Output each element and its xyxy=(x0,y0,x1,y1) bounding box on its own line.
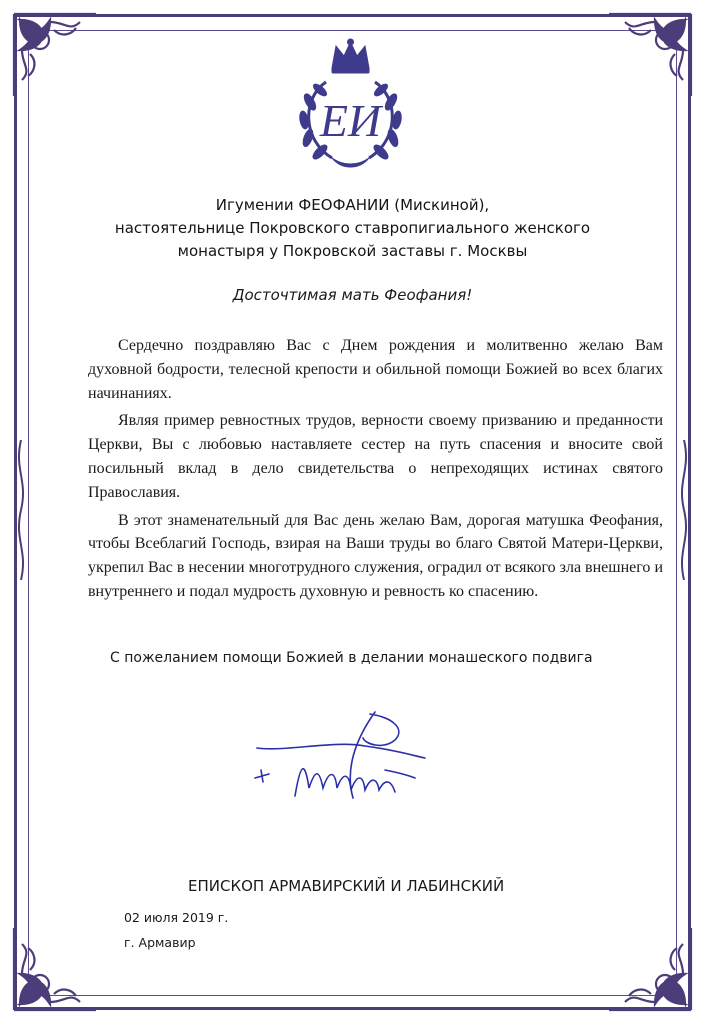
crowned-monogram-emblem-icon xyxy=(288,36,413,176)
letter-date: 02 июля 2019 г. xyxy=(124,910,229,925)
addressee-block xyxy=(60,194,645,263)
corner-ornament-icon xyxy=(10,924,100,1014)
signer-title: ЕПИСКОП АРМАВИРСКИЙ И ЛАБИНСКИЙ xyxy=(188,877,505,895)
side-ornament-icon xyxy=(14,440,28,580)
side-ornament-icon xyxy=(677,440,691,580)
handwritten-signature-icon xyxy=(245,700,435,810)
addressee-line-2: настоятельнице Покровского ставропигиального женского xyxy=(114,219,591,237)
corner-ornament-icon xyxy=(605,924,695,1014)
greeting: Досточтимая мать Феофания! xyxy=(232,286,473,304)
addressee-line-1: Игумении ФЕОФАНИИ (Мискиной), xyxy=(215,196,490,214)
addressee-line-3: монастыря у Покровской заставы г. Москвы xyxy=(177,242,528,260)
paragraph: В этот знаменательный для Вас день желаю Вам, дорогая матушка Феофания, чтобы Всеблагий Господь, взирая на Ваши труды во благо Святой Матери-Церкви, укрепил Вас в несении многотрудного служения, оградил от всякого зла внешнего и внутреннего и подал мудрость духовную и ревность ко спасению. xyxy=(88,511,663,600)
paragraph: Сердечно поздравляю Вас с Днем рождения и молитвенно желаю Вам духовной бодрости, телесной крепости и обильной помощи Божией во всех благих начинаниях. xyxy=(88,337,663,402)
letter-city: г. Армавир xyxy=(124,935,196,950)
svg-text:ЕИ: ЕИ xyxy=(319,95,382,146)
closing-line: С пожеланием помощи Божией в делании монашеского подвига xyxy=(110,650,593,666)
paragraph: Являя пример ревностных трудов, верности своему призванию и преданности Церкви, Вы с любовью наставляете сестер на путь спасения и вносите свой посильный вклад в дело свидетельства о непреходящих истинах святого Православия. xyxy=(88,412,663,501)
corner-ornament-icon xyxy=(605,10,695,100)
letter-body xyxy=(88,334,663,608)
corner-ornament-icon xyxy=(10,10,100,100)
